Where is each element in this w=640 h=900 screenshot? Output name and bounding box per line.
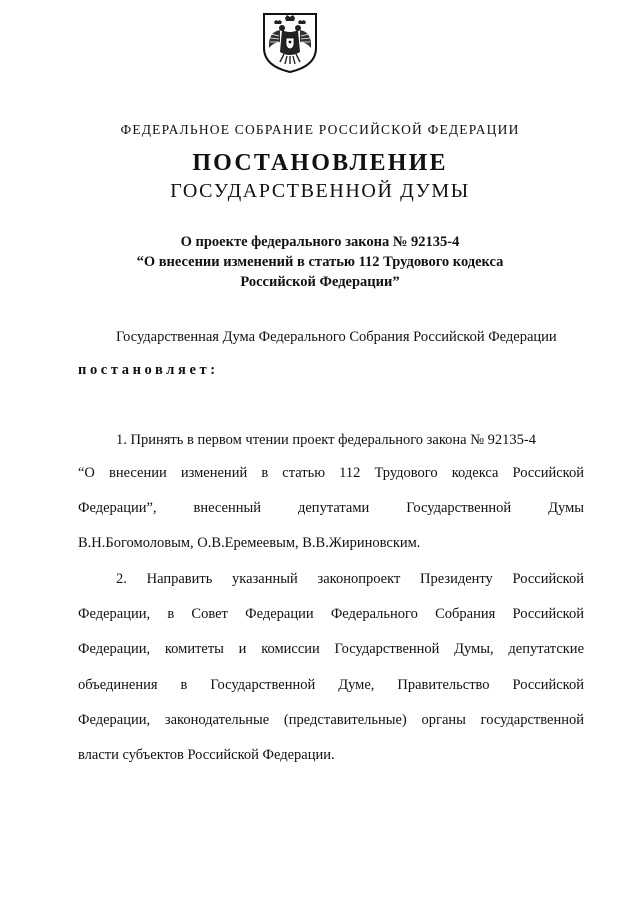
point-1-line: 1. Принять в первом чтении проект федерального закона № 92135-4 [116, 432, 536, 448]
assembly-name: ФЕДЕРАЛЬНОЕ СОБРАНИЕ РОССИЙСКОЙ ФЕДЕРАЦИИ [120, 122, 520, 137]
title-line: Российской Федерации” [240, 274, 400, 290]
point-1-line: “О внесении изменений в статью 112 Трудового кодекса Российской [78, 465, 584, 481]
decree-word: постановляет: [78, 362, 219, 378]
point-1-line: В.Н.Богомоловым, О.В.Еремеевым, В.В.Жириновским. [78, 535, 421, 551]
point-2-line: объединения в Государственной Думе, Правительство Российской [78, 677, 584, 693]
point-2-line: Федерации, в Совет Федерации Федерального Собрания Российской [78, 606, 584, 622]
point-2-line: власти субъектов Российской Федерации. [78, 747, 335, 763]
coat-of-arms-icon [258, 8, 322, 74]
intro-paragraph: Государственная Дума Федерального Собрания Российской Федерации [116, 329, 557, 345]
point-1-line: Федерации”, внесенный депутатами Государственной Думы [78, 500, 584, 516]
point-2-line: Федерации, законодательные (представительные) органы государственной [78, 712, 584, 728]
document-title [0, 232, 640, 292]
point-2-line: 2. Направить указанный законопроект Президенту Российской [116, 571, 584, 587]
title-line: О проекте федерального закона № 92135-4 [180, 234, 460, 250]
document-type: ПОСТАНОВЛЕНИЕ [192, 150, 448, 176]
point-2-line: Федерации, комитеты и комиссии Государственной Думы, депутатские [78, 641, 584, 657]
issuing-body: ГОСУДАРСТВЕННОЙ ДУМЫ [170, 180, 470, 202]
title-line: “О внесении изменений в статью 112 Трудового кодекса [136, 254, 504, 270]
